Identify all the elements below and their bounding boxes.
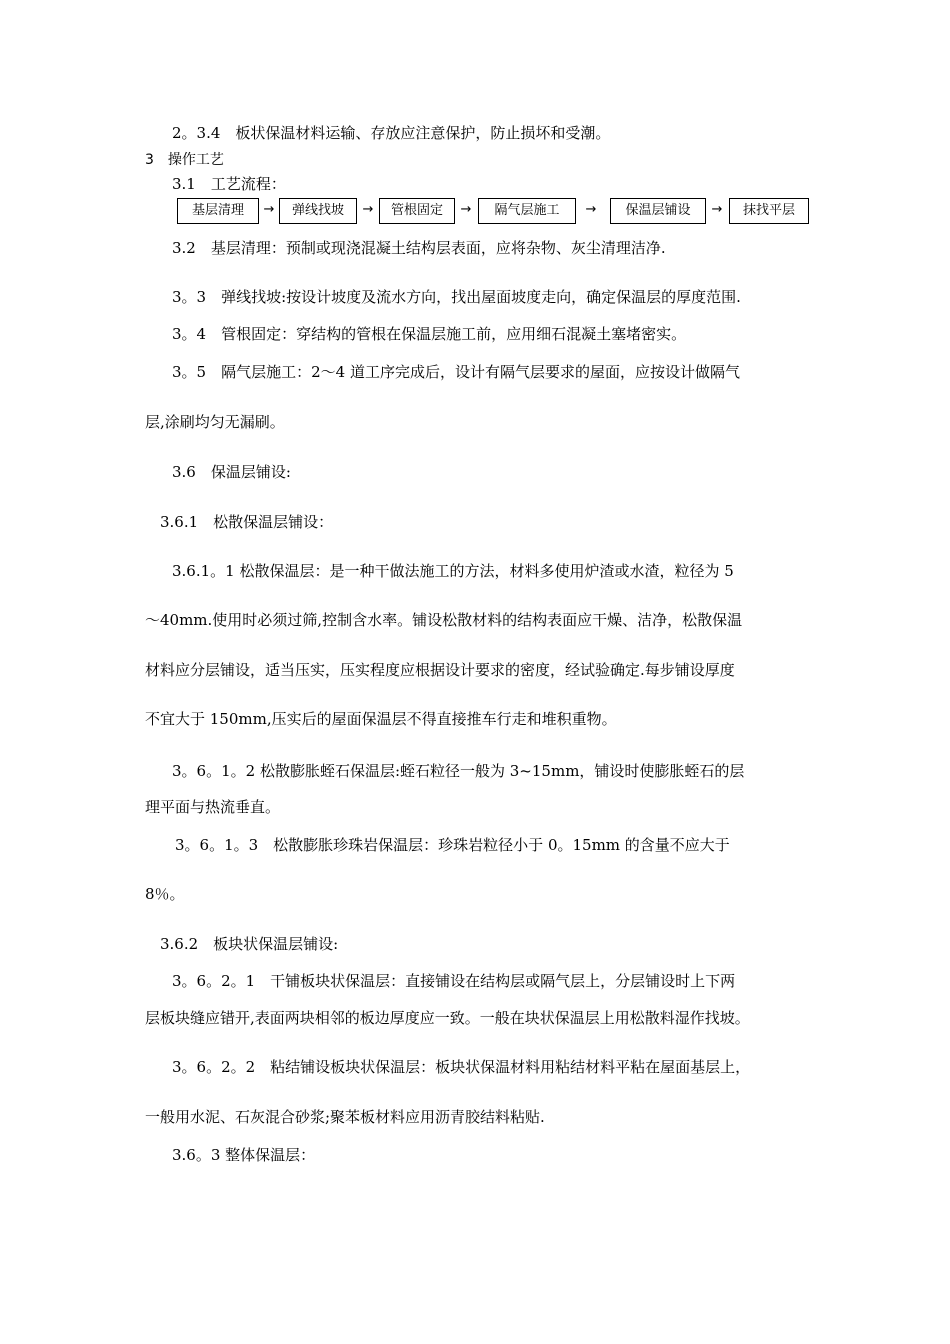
flow-step: 抹找平层 <box>729 198 809 224</box>
flow-step: 管根固定 <box>379 198 455 224</box>
para-3-6-1-3-line2: 8％。 <box>145 885 185 903</box>
process-flow-diagram <box>172 198 812 226</box>
flow-step: 基层清理 <box>177 198 259 224</box>
para-3-6-2-2-line1: 3。6。2。2 粘结铺设板块状保温层：板块状保温材料用粘结材料平粘在屋面基层上， <box>172 1058 751 1076</box>
flow-step: 隔气层施工 <box>478 198 576 224</box>
flow-arrow: → <box>585 202 597 217</box>
para-3-1: 3.1 工艺流程： <box>172 175 286 193</box>
para-3-6-2-1-line1: 3。6。2。1 干铺板块状保温层：直接铺设在结构层或隔气层上，分层铺设时上下两 <box>172 972 736 990</box>
para-3-5-line2: 层,涂刷均匀无漏刷。 <box>145 413 285 431</box>
para-3-6-1-3-line1: 3。6。1。3 松散膨胀珍珠岩保温层：珍珠岩粒径小于 0。15mm 的含量不应大于 <box>175 836 730 854</box>
para-3-6: 3.6 保温层铺设: <box>172 463 291 481</box>
para-3-6-1-1-line4: 不宜大于 150mm,压实后的屋面保温层不得直接推车行走和堆积重物。 <box>145 710 617 728</box>
para-3-6-2: 3.6.2 板块状保温层铺设: <box>160 935 339 953</box>
para-3-6-1-1-line1: 3.6.1。1 松散保温层：是一种干做法施工的方法，材料多使用炉渣或水渣，粒径为 5 <box>172 562 734 580</box>
flow-step: 保温层铺设 <box>610 198 706 224</box>
para-3-6-1: 3.6.1 松散保温层铺设： <box>160 513 334 531</box>
flow-arrow: → <box>460 202 472 217</box>
flow-step: 弹线找坡 <box>279 198 357 224</box>
para-3-6-1-2-line1: 3。6。1。2 松散膨胀蛭石保温层:蛭石粒径一般为 3~15mm，铺设时使膨胀蛭石的层 <box>172 762 745 780</box>
para-3-6-2-2-line2: 一般用水泥、石灰混合砂浆;聚苯板材料应用沥青胶结料粘贴. <box>145 1108 545 1126</box>
para-3-6-2-1-line2: 层板块缝应错开,表面两块相邻的板边厚度应一致。一般在块状保温层上用松散料湿作找坡。 <box>145 1009 750 1027</box>
para-3-6-1-1-line2: ～40mm.使用时必须过筛,控制含水率。铺设松散材料的结构表面应干燥、洁净，松散保温 <box>145 611 743 629</box>
flow-arrow: → <box>263 202 275 217</box>
para-3-3: 3。3 弹线找坡:按设计坡度及流水方向，找出屋面坡度走向，确定保温层的厚度范围. <box>172 288 741 306</box>
section-heading-3: 3 操作工艺 <box>145 152 224 168</box>
para-3-4: 3。4 管根固定：穿结构的管根在保温层施工前，应用细石混凝土塞堵密实。 <box>172 325 687 343</box>
para-2-3-4: 2。3.4 板状保温材料运输、存放应注意保护，防止损坏和受潮。 <box>172 124 611 142</box>
flow-arrow: → <box>711 202 723 217</box>
para-3-6-3: 3.6。3 整体保温层： <box>172 1146 316 1164</box>
para-3-6-1-1-line3: 材料应分层铺设，适当压实，压实程度应根据设计要求的密度，经试验确定.每步铺设厚度 <box>145 661 735 679</box>
flow-arrow: → <box>362 202 374 217</box>
para-3-6-1-2-line2: 理平面与热流垂直。 <box>145 798 281 816</box>
para-3-2: 3.2 基层清理：预制或现浇混凝土结构层表面，应将杂物、灰尘清理洁净. <box>172 239 666 257</box>
para-3-5-line1: 3。5 隔气层施工：2～4 道工序完成后，设计有隔气层要求的屋面，应按设计做隔气 <box>172 363 740 381</box>
